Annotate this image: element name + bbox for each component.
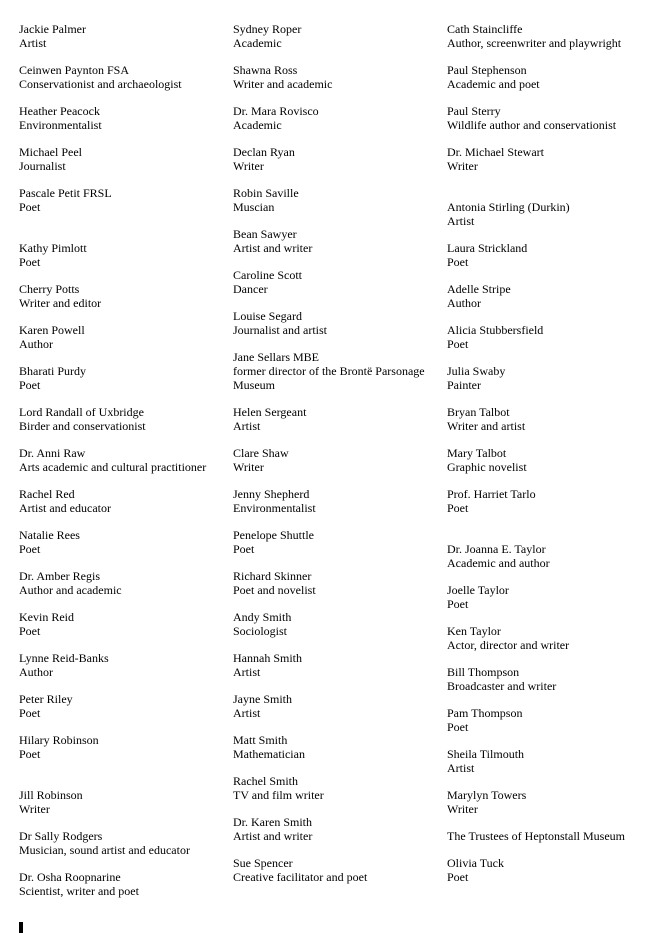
signatory-name: Julia Swaby: [447, 364, 506, 378]
signatory-name: Caroline Scott: [233, 268, 302, 282]
signatory-role: Writer and artist: [447, 419, 526, 433]
signatory-role: Wildlife author and conservationist: [447, 118, 617, 132]
signatory-name: Ceinwen Paynton FSA: [19, 63, 130, 77]
signatory-role: Academic: [233, 118, 282, 132]
signatory-entry: [19, 829, 224, 857]
signatory-role: Writer and editor: [19, 296, 102, 310]
signatory-entry: [447, 200, 652, 228]
signatory-role: Poet: [447, 597, 469, 611]
signatory-name: Pascale Petit FRSL: [19, 186, 112, 200]
signatory-entry: [19, 733, 224, 761]
signatory-entry: [447, 706, 652, 734]
signatory-name: Paul Sterry: [447, 104, 501, 118]
signatory-role: Artist: [19, 36, 47, 50]
signatory-entry: [19, 528, 224, 556]
signatory-name: Dr. Joanna E. Taylor: [447, 542, 546, 556]
signatory-entry: [447, 145, 652, 173]
signatory-entry: [233, 227, 438, 255]
signatory-entry: [447, 747, 652, 775]
signatory-role: Poet: [19, 255, 41, 269]
signatory-name: Lynne Reid-Banks: [19, 651, 109, 665]
signatory-name: Jane Sellars MBE: [233, 350, 319, 364]
signatory-role: Writer: [233, 460, 264, 474]
signatory-role: Author: [19, 665, 53, 679]
signatory-entry: [19, 104, 224, 132]
signatory-entry: [233, 815, 438, 843]
signatory-entry: [447, 282, 652, 310]
signatory-name: Pam Thompson: [447, 706, 523, 720]
signatory-entry: [19, 241, 224, 269]
signatory-entry: [447, 856, 652, 884]
signatory-name: Declan Ryan: [233, 145, 295, 159]
signatory-entry: [447, 63, 652, 91]
signatory-role: Poet: [19, 747, 41, 761]
signatory-role: Poet: [19, 706, 41, 720]
signatory-name: Jayne Smith: [233, 692, 292, 706]
signatory-entry: [233, 610, 438, 638]
signatory-name: Mary Talbot: [447, 446, 507, 460]
signatory-role: Graphic novelist: [447, 460, 527, 474]
signatory-name: Cherry Potts: [19, 282, 80, 296]
signatory-entry: [233, 309, 438, 337]
signatory-name: Bill Thompson: [447, 665, 520, 679]
signatory-name: Hannah Smith: [233, 651, 302, 665]
signatory-role: Artist and educator: [19, 501, 111, 515]
signatory-entry: [233, 487, 438, 515]
signatory-name: Jill Robinson: [19, 788, 83, 802]
signatory-entry: [447, 829, 652, 843]
signatory-name: Marylyn Towers: [447, 788, 527, 802]
signatory-entry: [233, 774, 438, 802]
signatory-role: Sociologist: [233, 624, 288, 638]
signatory-role: Author: [19, 337, 53, 351]
signatory-entry: [447, 665, 652, 693]
signatory-role: Painter: [447, 378, 481, 392]
signatory-entry: [447, 542, 652, 570]
signatory-entry: [19, 446, 224, 474]
signatory-name: Alicia Stubbersfield: [447, 323, 544, 337]
signatory-name: Dr. Amber Regis: [19, 569, 100, 583]
signatory-role: Creative facilitator and poet: [233, 870, 368, 884]
signatory-name: Bharati Purdy: [19, 364, 86, 378]
signatory-name: Rachel Smith: [233, 774, 298, 788]
signatory-name: Antonia Stirling (Durkin): [447, 200, 570, 214]
signatory-name: Dr Sally Rodgers: [19, 829, 103, 843]
signatory-entry: [19, 405, 224, 433]
signatory-entry: [233, 733, 438, 761]
signatory-column-1: [19, 22, 224, 911]
signatory-name: Prof. Harriet Tarlo: [447, 487, 536, 501]
signatory-role: Artist: [233, 706, 261, 720]
signatory-entry: [233, 569, 438, 597]
signatory-entry: [233, 268, 438, 296]
signatory-entry: [19, 145, 224, 173]
signatory-role: Writer and academic: [233, 77, 333, 91]
signatory-entry: [233, 528, 438, 556]
signatory-name: Karen Powell: [19, 323, 85, 337]
signatory-entry: [233, 692, 438, 720]
signatory-role: Journalist and artist: [233, 323, 327, 337]
signatory-name: Rachel Red: [19, 487, 75, 501]
signatory-name: Robin Saville: [233, 186, 299, 200]
signatory-role: Artist and writer: [233, 829, 313, 843]
signatory-name: Lord Randall of Uxbridge: [19, 405, 144, 419]
signatory-name: Kathy Pimlott: [19, 241, 87, 255]
signatory-role: Poet: [447, 720, 469, 734]
signatory-entry: [447, 487, 652, 515]
signatory-name: Jackie Palmer: [19, 22, 86, 36]
signatory-entry: [233, 350, 438, 392]
signatory-name: Dr. Osha Roopnarine: [19, 870, 121, 884]
signatory-entry: [233, 446, 438, 474]
signatory-name: Clare Shaw: [233, 446, 289, 460]
signatory-role: Mathematician: [233, 747, 305, 761]
signatory-role: Scientist, writer and poet: [19, 884, 139, 898]
signatory-name: Kevin Reid: [19, 610, 74, 624]
signatory-role: Poet: [447, 501, 469, 515]
signatory-role: Artist: [447, 761, 475, 775]
signatory-role: Author and academic: [19, 583, 122, 597]
signatory-entry: [19, 186, 224, 214]
signatory-name: Sheila Tilmouth: [447, 747, 525, 761]
signatory-name: Jenny Shepherd: [233, 487, 310, 501]
signatory-role: TV and film writer: [233, 788, 324, 802]
signatory-name: Michael Peel: [19, 145, 82, 159]
signatory-name: Dr. Mara Rovisco: [233, 104, 319, 118]
signatory-name: Helen Sergeant: [233, 405, 307, 419]
signatory-entry: [447, 323, 652, 351]
signatory-role: Dancer: [233, 282, 268, 296]
signatory-role: Actor, director and writer: [447, 638, 570, 652]
signatory-name: Hilary Robinson: [19, 733, 99, 747]
text-cursor: [19, 922, 23, 933]
signatory-entry: [19, 569, 224, 597]
signatory-name: Joelle Taylor: [447, 583, 509, 597]
signatory-role: Poet: [233, 542, 255, 556]
signatory-entry: [233, 63, 438, 91]
signatory-role: Academic and poet: [447, 77, 540, 91]
signatory-column-2: [233, 22, 438, 897]
signatory-name: Dr. Karen Smith: [233, 815, 312, 829]
signatory-entry: [19, 487, 224, 515]
signatory-name: Sue Spencer: [233, 856, 293, 870]
signatory-entry: [447, 22, 652, 50]
signatory-entry: [233, 405, 438, 433]
signatory-entry: [233, 856, 438, 884]
signatory-entry: [447, 446, 652, 474]
signatory-name: Olivia Tuck: [447, 856, 505, 870]
signatory-role: Muscian: [233, 200, 275, 214]
signatory-role: Artist: [447, 214, 475, 228]
signatory-entry: [19, 692, 224, 720]
signatory-name: Adelle Stripe: [447, 282, 511, 296]
signatory-role: Journalist: [19, 159, 66, 173]
signatory-role: Conservationist and archaeologist: [19, 77, 182, 91]
signatory-entry: [447, 364, 652, 392]
signatory-name: Paul Stephenson: [447, 63, 527, 77]
signatory-name: Natalie Rees: [19, 528, 80, 542]
signatory-entry: [447, 405, 652, 433]
signatory-name: Richard Skinner: [233, 569, 312, 583]
signatory-role: Academic and author: [447, 556, 550, 570]
signatory-name: The Trustees of Heptonstall Museum: [447, 829, 625, 843]
signatory-name: Laura Strickland: [447, 241, 528, 255]
signatory-role: Author, screenwriter and playwright: [447, 36, 622, 50]
signatory-role: Writer: [19, 802, 50, 816]
signatory-entry: [19, 323, 224, 351]
signatory-entry: [19, 870, 224, 898]
signatory-entry: [447, 583, 652, 611]
signatory-role: Birder and conservationist: [19, 419, 146, 433]
signatory-name: Sydney Roper: [233, 22, 302, 36]
signatory-name: Bean Sawyer: [233, 227, 297, 241]
signatory-name: Ken Taylor: [447, 624, 501, 638]
signatory-role: Artist: [233, 419, 261, 433]
signatory-entry: [19, 610, 224, 638]
signatory-role: Poet: [19, 542, 41, 556]
signatory-entry: [447, 788, 652, 816]
signatory-role: Writer: [447, 802, 478, 816]
signatory-name: Andy Smith: [233, 610, 292, 624]
signatory-role: Musician, sound artist and educator: [19, 843, 190, 857]
signatory-role: Environmentalist: [19, 118, 102, 132]
signatory-role: Artist and writer: [233, 241, 313, 255]
signatory-entry: [447, 104, 652, 132]
signatory-role: Poet and novelist: [233, 583, 316, 597]
signatory-role: Poet: [19, 624, 41, 638]
signatory-name: Penelope Shuttle: [233, 528, 314, 542]
signatory-entry: [233, 651, 438, 679]
signatory-column-3: [447, 22, 652, 897]
signatory-name: Heather Peacock: [19, 104, 100, 118]
signatory-role: Writer: [447, 159, 478, 173]
signatory-name: Matt Smith: [233, 733, 288, 747]
signatory-entry: [19, 788, 224, 816]
signatory-role: Poet: [447, 870, 469, 884]
signatory-role: Author: [447, 296, 481, 310]
signatory-name: Bryan Talbot: [447, 405, 510, 419]
signatory-entry: [233, 145, 438, 173]
signatory-name: Shawna Ross: [233, 63, 298, 77]
signatory-role: Poet: [447, 255, 469, 269]
signatory-entry: [233, 104, 438, 132]
signatory-role: Environmentalist: [233, 501, 316, 515]
signatory-entry: [447, 241, 652, 269]
signatory-entry: [19, 63, 224, 91]
signatory-role: Poet: [19, 200, 41, 214]
signatory-entry: [19, 282, 224, 310]
signatory-role: Broadcaster and writer: [447, 679, 557, 693]
signatory-role: Poet: [19, 378, 41, 392]
signatory-role: former director of the Brontë Parsonage Museum: [233, 364, 425, 392]
signatory-role: Academic: [233, 36, 282, 50]
signatory-name: Dr. Anni Raw: [19, 446, 86, 460]
signatory-name: Peter Riley: [19, 692, 73, 706]
signatory-role: Poet: [447, 337, 469, 351]
signatory-name: Cath Staincliffe: [447, 22, 523, 36]
signatory-entry: [233, 22, 438, 50]
signatory-entry: [19, 22, 224, 50]
signatory-role: Arts academic and cultural practitioner: [19, 460, 207, 474]
signatory-role: Artist: [233, 665, 261, 679]
signatory-entry: [19, 364, 224, 392]
signatory-name: Dr. Michael Stewart: [447, 145, 544, 159]
signatory-role: Writer: [233, 159, 264, 173]
signatory-name: Louise Segard: [233, 309, 302, 323]
signatory-entry: [19, 651, 224, 679]
signatory-entry: [233, 186, 438, 214]
signatory-entry: [447, 624, 652, 652]
